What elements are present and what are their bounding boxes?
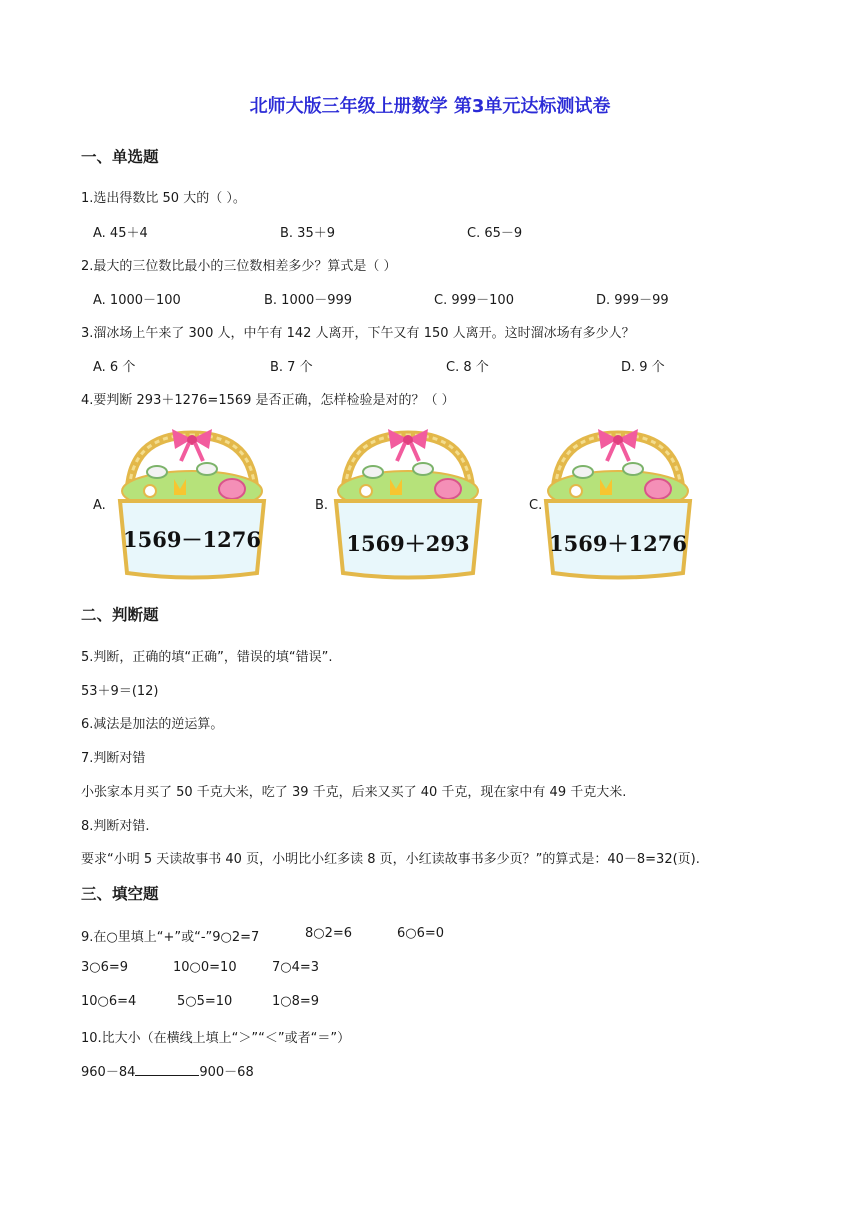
- question-4-option-c-label[interactable]: C.: [529, 498, 543, 513]
- question-5-line: 53＋9＝(12): [81, 684, 159, 699]
- equation-label-b: 1569＋293: [346, 531, 470, 556]
- question-7-line: 小张家本月买了 50 千克大米，吃了 39 千克，后来又买了 40 千克，现在家中有 49 千克大米.: [81, 785, 627, 800]
- basket-image-c[interactable]: [543, 427, 693, 582]
- question-5-stem: 5.判断，正确的填“正确”，错误的填“错误”.: [81, 650, 333, 665]
- question-4-option-b-label[interactable]: B.: [315, 498, 329, 513]
- question-9-item: 5○5=10: [177, 994, 233, 1009]
- question-4-stem: 4.要判断 293＋1276=1569 是否正确，怎样检验是对的？（ ）: [81, 393, 455, 408]
- question-1-option-b[interactable]: B. 35＋9: [280, 226, 335, 241]
- question-9-item: 10○0=10: [173, 960, 237, 975]
- question-4-option-a-label[interactable]: A.: [93, 498, 106, 513]
- question-3-option-a[interactable]: A. 6 个: [93, 360, 136, 375]
- question-9-stem: 9.在○里填上“+”或“-”9○2=7: [81, 930, 260, 945]
- question-7-stem: 7.判断对错: [81, 751, 146, 766]
- question-2-option-b[interactable]: B. 1000－999: [264, 293, 353, 308]
- basket-image-b[interactable]: [333, 427, 483, 582]
- question-2-option-a[interactable]: A. 1000－100: [93, 293, 181, 308]
- section-heading-true-false: 二、判断题: [81, 606, 159, 624]
- question-9-item: 8○2=6: [305, 926, 353, 941]
- question-9-item: 7○4=3: [272, 960, 320, 975]
- question-3-option-b[interactable]: B. 7 个: [270, 360, 313, 375]
- question-3-option-c[interactable]: C. 8 个: [446, 360, 489, 375]
- page-title: 北师大版三年级上册数学 第3单元达标测试卷: [249, 96, 611, 117]
- question-8-stem: 8.判断对错.: [81, 819, 150, 834]
- comparison-answer-blank[interactable]: [135, 1063, 199, 1076]
- basket-image-a[interactable]: [117, 427, 267, 582]
- question-10-comparison: [81, 1061, 254, 1080]
- comparison-right-expression: 900－68: [199, 1065, 254, 1080]
- question-9-item: 6○6=0: [397, 926, 445, 941]
- comparison-left-expression: 960－84: [81, 1065, 136, 1080]
- question-8-line: 要求“小明 5 天读故事书 40 页，小明比小红多读 8 页，小红读故事书多少页？”的算式是：40－8=32(页).: [81, 852, 700, 867]
- section-heading-fill-blank: 三、填空题: [81, 885, 159, 903]
- question-3-option-d[interactable]: D. 9 个: [621, 360, 665, 375]
- question-1-option-c[interactable]: C. 65－9: [467, 226, 523, 241]
- question-2-stem: 2.最大的三位数比最小的三位数相差多少？算式是（ ）: [81, 259, 397, 274]
- question-9-item: 10○6=4: [81, 994, 137, 1009]
- question-9-item: 3○6=9: [81, 960, 129, 975]
- question-3-stem: 3.溜冰场上午来了 300 人，中午有 142 人离开，下午又有 150 人离开。这时溜冰场有多少人？: [81, 326, 635, 341]
- question-1-option-a[interactable]: A. 45＋4: [93, 226, 148, 241]
- question-9-item: 1○8=9: [272, 994, 320, 1009]
- question-2-option-d[interactable]: D. 999－99: [596, 293, 669, 308]
- question-1-stem: 1.选出得数比 50 大的（ ）。: [81, 191, 246, 206]
- equation-label-c: 1569＋1276: [549, 531, 687, 556]
- question-6-stem: 6.减法是加法的逆运算。: [81, 717, 224, 732]
- question-2-option-c[interactable]: C. 999－100: [434, 293, 514, 308]
- section-heading-single-choice: 一、单选题: [81, 148, 159, 166]
- equation-label-a: 1569－1276: [123, 527, 261, 552]
- question-10-stem: 10.比大小（在横线上填上“＞”“＜”或者“＝”）: [81, 1031, 351, 1046]
